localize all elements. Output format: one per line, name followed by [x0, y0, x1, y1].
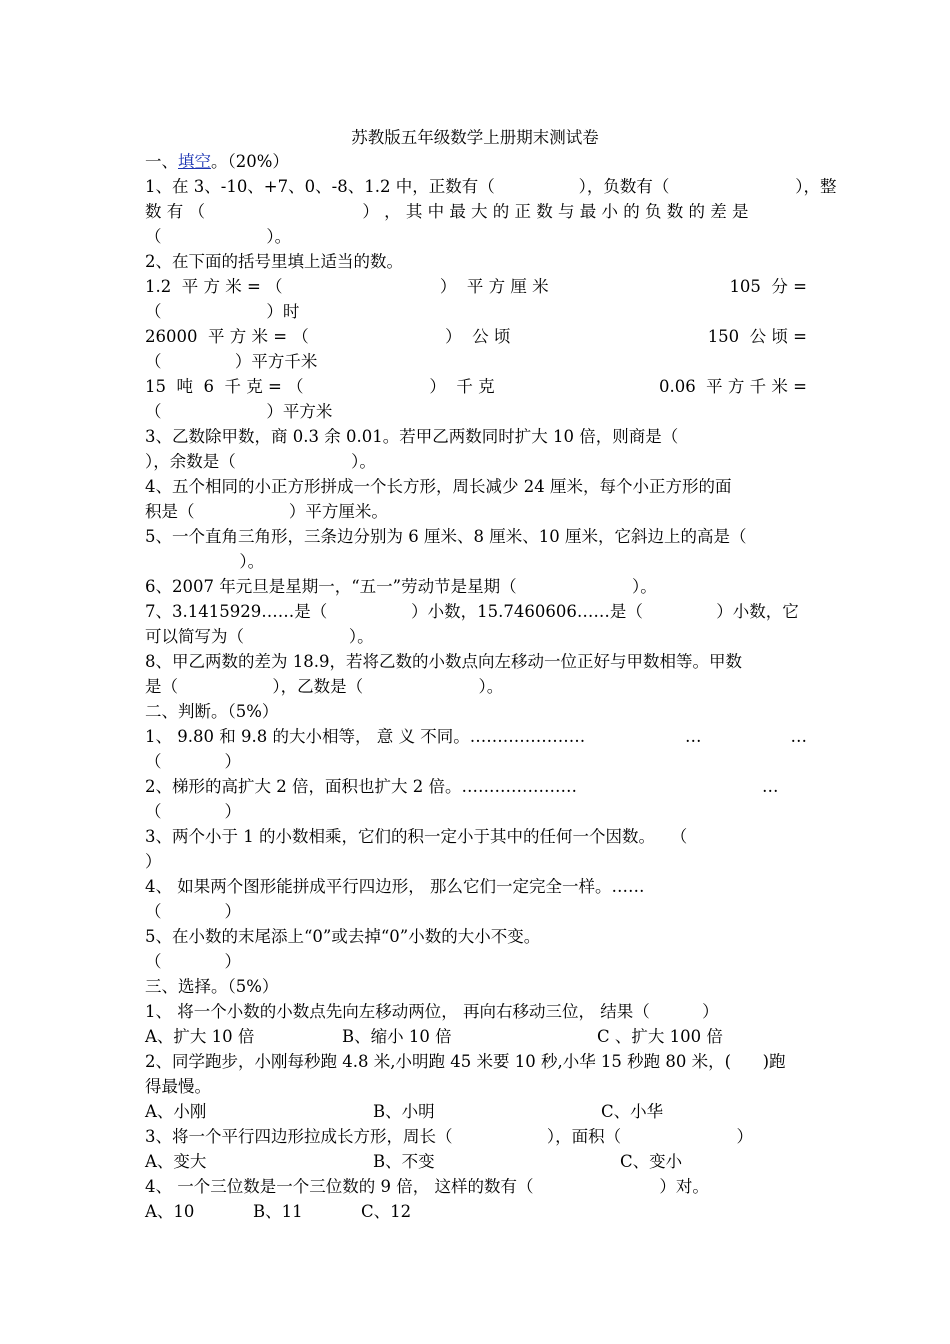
- question-1-line-3: （ ）。: [145, 227, 292, 246]
- page-title: 苏教版五年级数学上册期末测试卷: [351, 128, 599, 147]
- choice-2-option-b: B、小明: [373, 1102, 435, 1121]
- q2-row-2-left: 26000 平 方 米 = （ ） 公 顷: [145, 327, 511, 346]
- section-heading-choice: 三、选择。（5%）: [145, 977, 279, 996]
- section-heading-fill: [145, 149, 807, 174]
- question-2-row-3: [145, 374, 807, 399]
- choice-2-question-line-2: 得最慢。: [145, 1077, 211, 1096]
- choice-3-question: 3、将一个平行四边形拉成长方形，周长（ ），面积（ ）: [145, 1127, 754, 1146]
- choice-3-option-c: C、变小: [620, 1152, 683, 1171]
- judge-1: [145, 724, 807, 749]
- judge-3: 3、两个小于 1 的小数相乘，它们的积一定小于其中的任何一个因数。 （: [145, 827, 688, 846]
- question-5-line-1: 5、一个直角三角形，三条边分别为 6 厘米、8 厘米、10 厘米，它斜边上的高是（: [145, 527, 747, 546]
- question-5-line-2: ）。: [145, 552, 265, 571]
- choice-4-option-a: A、10: [145, 1202, 195, 1221]
- choice-1-option-a: A、扩大 10 倍: [145, 1027, 255, 1046]
- question-1-line-1: 1、在 3、-10、+7、0、-8、1.2 中，正数有（ ），负数有（ ），整: [145, 177, 837, 196]
- question-1-line-2: 数 有 （ ） ， 其 中 最 大 的 正 数 与 最 小 的 负 数 的 差 是: [145, 202, 749, 221]
- q2-row-1-left: 1.2 平 方 米 = （ ） 平 方 厘 米: [145, 277, 549, 296]
- judge-1-dots-a: …: [685, 727, 702, 746]
- section-heading-judge: 二、判断。（5%）: [145, 702, 279, 721]
- judge-1-answer: （ ）: [145, 752, 241, 771]
- choice-2-option-c: C、小华: [601, 1102, 664, 1121]
- choice-2-options: [145, 1099, 807, 1124]
- question-2-row-2-cont: （ ）平方千米: [145, 352, 318, 371]
- judge-2-text: 2、梯形的高扩大 2 倍，面积也扩大 2 倍。…………………: [145, 777, 577, 796]
- choice-1-question: 1、 将一个小数的小数点先向左移动两位， 再向右移动三位， 结果（ ）: [145, 1002, 719, 1021]
- section-number: 一、: [145, 152, 178, 171]
- question-3-line-2: ），余数是（ ）。: [145, 452, 376, 471]
- judge-1-text: 1、 9.80 和 9.8 的大小相等， 意 义 不同。…………………: [145, 727, 586, 746]
- judge-2-dots: …: [762, 777, 779, 796]
- question-8-line-2: 是（ ），乙数是（ ）。: [145, 677, 504, 696]
- question-2-row-1-cont: （ ）时: [145, 302, 300, 321]
- question-6: 6、2007 年元旦是星期一，“五一”劳动节是星期（ ）。: [145, 577, 657, 596]
- choice-3-options: [145, 1149, 807, 1174]
- question-2-row-1: [145, 274, 807, 299]
- choice-2-option-a: A、小刚: [145, 1102, 207, 1121]
- choice-3-option-a: A、变大: [145, 1152, 207, 1171]
- question-2-row-2: [145, 324, 807, 349]
- q2-row-1-right: 105 分 =: [729, 277, 807, 296]
- choice-4-options: [145, 1199, 807, 1224]
- question-8-line-1: 8、甲乙两数的差为 18.9，若将乙数的小数点向左移动一位正好与甲数相等。甲数: [145, 652, 742, 671]
- judge-5-answer: （ ）: [145, 952, 241, 971]
- question-3-line-1: 3、乙数除甲数，商 0.3 余 0.01。若甲乙两数同时扩大 10 倍，则商是（: [145, 427, 679, 446]
- choice-1-option-c: C 、扩大 100 倍: [597, 1027, 723, 1046]
- choice-1-options: [145, 1024, 807, 1049]
- choice-4-question: 4、 一个三位数是一个三位数的 9 倍， 这样的数有（ ）对。: [145, 1177, 709, 1196]
- judge-5: 5、在小数的末尾添上“0”或去掉“0”小数的大小不变。: [145, 927, 541, 946]
- choice-2-question-line-1: 2、同学跑步，小刚每秒跑 4.8 米,小明跑 45 米要 10 秒,小华 15 秒跑 80 米，( )跑: [145, 1052, 786, 1071]
- question-4-line-1: 4、五个相同的小正方形拼成一个长方形，周长减少 24 厘米，每个小正方形的面: [145, 477, 732, 496]
- q2-row-2-right: 150 公 顷 =: [707, 327, 807, 346]
- choice-1-option-b: B、缩小 10 倍: [342, 1027, 452, 1046]
- q2-row-3-left: 15 吨 6 千 克 = （ ） 千 克: [145, 377, 495, 396]
- question-7-line-2: 可以简写为（ ）。: [145, 627, 374, 646]
- fill-blank-link[interactable]: 填空: [178, 152, 211, 171]
- choice-4-option-c: C、12: [361, 1202, 412, 1221]
- judge-2-answer: （ ）: [145, 802, 241, 821]
- judge-2: [145, 774, 807, 799]
- judge-3-answer: ）: [145, 852, 162, 871]
- question-2-intro: 2、在下面的括号里填上适当的数。: [145, 252, 403, 271]
- section-score: 。（20%）: [211, 152, 289, 171]
- choice-3-option-b: B、不变: [373, 1152, 435, 1171]
- choice-4-option-b: B、11: [253, 1202, 303, 1221]
- judge-1-dots-b: …: [790, 727, 807, 746]
- question-4-line-2: 积是（ ）平方厘米。: [145, 502, 388, 521]
- q2-row-3-right: 0.06 平 方 千 米 =: [658, 377, 807, 396]
- question-7-line-1: 7、3.1415929……是（ ）小数，15.7460606……是（ ）小数，它: [145, 602, 799, 621]
- judge-4: 4、 如果两个图形能拼成平行四边形， 那么它们一定完全一样。……: [145, 877, 645, 896]
- judge-4-answer: （ ）: [145, 902, 241, 921]
- question-2-row-3-cont: （ ）平方米: [145, 402, 333, 421]
